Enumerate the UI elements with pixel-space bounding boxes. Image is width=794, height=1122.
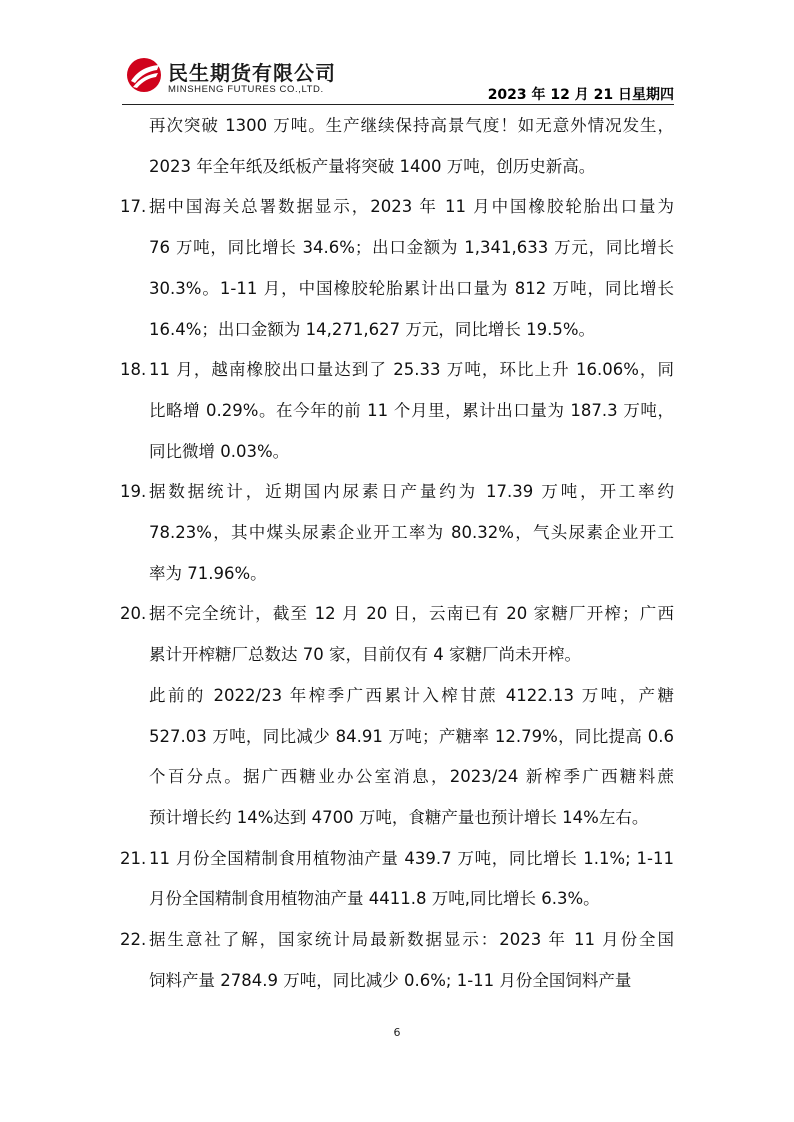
paragraph-line: 再次突破 1300 万吨。生产继续保持高景气度！如无意外情况发生， — [149, 116, 674, 135]
paragraph-line: 据中国海关总署数据显示，2023 年 11 月中国橡胶轮胎出口量为 — [149, 197, 674, 217]
paragraph-line: 累计开榨糖厂总数达 70 家，目前仅有 4 家糖厂尚未开榨。 — [149, 645, 581, 665]
paragraph-line: 率为 71.96%。 — [149, 563, 267, 583]
list-item-number: 18. — [120, 360, 147, 380]
list-item-number: 21. — [120, 848, 147, 868]
paragraph-line: 16.4%；出口金额为 14,271,627 万元，同比增长 19.5%。 — [149, 319, 596, 339]
paragraph-line: 据生意社了解，国家统计局最新数据显示：2023 年 11 月份全国 — [149, 930, 674, 949]
list-item-number: 20. — [120, 604, 147, 624]
header-divider — [122, 104, 674, 105]
page-number: 6 — [393, 1026, 401, 1039]
paragraph-line: 78.23%，其中煤头尿素企业开工率为 80.32%，气头尿素企业开工 — [149, 523, 674, 542]
paragraph-line: 比略增 0.29%。在今年的前 11 个月里，累计出口量为 187.3 万吨， — [149, 400, 674, 420]
paragraph-line: 11 月份全国精制食用植物油产量 439.7 万吨，同比增长 1.1%; 1-11 — [149, 848, 674, 868]
paragraph-line: 此前的 2022/23 年榨季广西累计入榨甘蔗 4122.13 万吨，产糖 — [149, 685, 674, 705]
paragraph-line: 11 月，越南橡胶出口量达到了 25.33 万吨，环比上升 16.06%，同 — [149, 360, 674, 380]
paragraph-line: 据不完全统计，截至 12 月 20 日，云南已有 20 家糖厂开榨；广西 — [149, 604, 674, 624]
paragraph-line: 30.3%。1-11 月，中国橡胶轮胎累计出口量为 812 万吨，同比增长 — [149, 278, 674, 298]
list-item-number: 19. — [120, 482, 147, 502]
company-name-en: MINSHENG FUTURES CO.,LTD. — [168, 84, 324, 95]
list-item-number: 17. — [120, 197, 147, 217]
page-header — [122, 56, 674, 104]
company-name-cn: 民生期货有限公司 — [168, 61, 336, 85]
paragraph-line: 2023 年全年纸及纸板产量将突破 1400 万吨，创历史新高。 — [149, 156, 596, 176]
paragraph-line: 据数据统计，近期国内尿素日产量约为 17.39 万吨，开工率约 — [149, 482, 674, 502]
report-date: 2023 年 12 月 21 日星期四 — [487, 87, 674, 103]
paragraph-line: 预计增长约 14%达到 4700 万吨，食糖产量也预计增长 14%左右。 — [149, 807, 649, 827]
minsheng-logo-icon — [124, 56, 164, 94]
paragraph-line: 76 万吨，同比增长 34.6%；出口金额为 1,341,633 万元，同比增长 — [149, 238, 674, 258]
paragraph-line: 527.03 万吨，同比减少 84.91 万吨；产糖率 12.79%，同比提高 0.6 — [149, 726, 674, 746]
paragraph-line: 个百分点。据广西糖业办公室消息，2023/24 新榨季广西糖料蔗 — [149, 767, 674, 787]
paragraph-line: 同比微增 0.03%。 — [149, 441, 290, 461]
paragraph-line: 月份全国精制食用植物油产量 4411.8 万吨,同比增长 6.3%。 — [149, 889, 600, 909]
list-item-number: 22. — [120, 930, 147, 949]
paragraph-line: 饲料产量 2784.9 万吨，同比减少 0.6%; 1-11 月份全国饲料产量 — [149, 970, 632, 990]
